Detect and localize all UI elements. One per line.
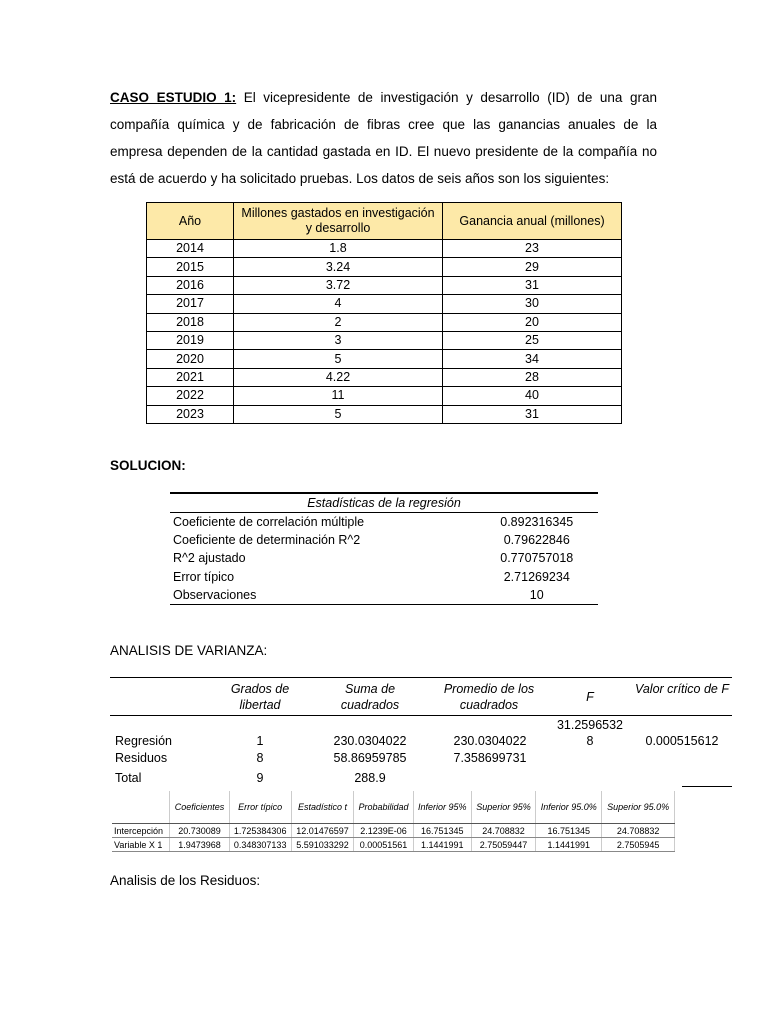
coef-cell: 24.708832	[602, 824, 675, 838]
stats-label: Coeficiente de determinación R^2	[173, 533, 361, 548]
data-cell: 40	[443, 387, 622, 405]
col-profit: Ganancia anual (millones)	[443, 203, 622, 240]
data-cell: 2023	[147, 405, 234, 423]
coef-header: Inferior 95%	[413, 791, 471, 824]
data-row	[147, 313, 622, 331]
data-cell: 4	[234, 295, 443, 313]
coef-row	[112, 824, 675, 838]
data-cell: 2022	[147, 387, 234, 405]
data-cell: 5	[234, 405, 443, 423]
stats-row	[170, 586, 598, 605]
anova-header-rule	[110, 715, 732, 716]
coef-cell: 12.01476597	[291, 824, 353, 838]
anova-cell: 288.9	[354, 771, 386, 785]
anova-cell: 1	[256, 734, 264, 748]
coef-cell: 0.00051561	[354, 838, 414, 852]
regression-stats-title: Estadísticas de la regresión	[170, 493, 598, 513]
regression-stats-table	[170, 492, 598, 605]
anova-header-f: F	[586, 690, 594, 704]
data-cell: 2020	[147, 350, 234, 368]
coef-cell: Variable X 1	[112, 838, 170, 852]
data-cell: 3	[234, 331, 443, 349]
stats-label: Observaciones	[170, 586, 476, 605]
anova-cell: 0.000515612	[645, 734, 719, 748]
coef-header	[112, 791, 170, 824]
anova-heading: ANALISIS DE VARIANZA:	[110, 643, 268, 658]
data-row	[147, 295, 622, 313]
coef-cell: 1.1441991	[536, 838, 602, 852]
residuals-heading: Analisis de los Residuos:	[110, 873, 261, 888]
data-cell: 3.72	[234, 276, 443, 294]
anova-bottom-rule	[682, 786, 732, 787]
case-study-text: El vicepresidente de investigación y desarrollo (ID) de una gran compañía química y de fabricación de fibras cree que las ganancias anuales de la empresa dependen de la cantidad gastada en ID. El nuevo presidente de la compañía no está de acuerdo y ha solicitado pruebas. Los datos de seis años son los siguientes:	[110, 90, 658, 186]
data-cell: 23	[443, 240, 622, 258]
anova-row-label: Residuos	[115, 751, 168, 765]
data-cell: 30	[443, 295, 622, 313]
coef-cell: Intercepción	[112, 824, 170, 838]
anova-f-value-line2: 8	[586, 734, 594, 748]
coef-header: Error típico	[229, 791, 291, 824]
coef-cell: 2.75059447	[471, 838, 535, 852]
data-cell: 2015	[147, 258, 234, 276]
data-cell: 1.8	[234, 240, 443, 258]
stats-value: 10	[476, 586, 598, 605]
coef-cell: 24.708832	[471, 824, 535, 838]
col-year: Año	[147, 203, 234, 240]
data-row	[147, 276, 622, 294]
coef-cell: 1.9473968	[170, 838, 229, 852]
data-cell: 2	[234, 313, 443, 331]
anova-cell: 8	[256, 751, 264, 765]
data-cell: 2018	[147, 313, 234, 331]
anova-f-value-line1: 31.2596532	[556, 718, 624, 732]
stats-row	[170, 513, 598, 532]
anova-cell: 230.0304022	[453, 734, 527, 748]
coefficients-table	[112, 791, 675, 852]
data-row	[147, 405, 622, 423]
stats-label: R^2 ajustado	[173, 551, 246, 566]
data-row	[147, 387, 622, 405]
data-cell: 28	[443, 368, 622, 386]
coef-cell: 5.591033292	[291, 838, 353, 852]
data-cell: 34	[443, 350, 622, 368]
data-cell: 5	[234, 350, 443, 368]
data-cell: 2016	[147, 276, 234, 294]
stats-row	[170, 549, 598, 567]
anova-row-label: Regresión	[115, 734, 172, 748]
anova-header-vcf: Valor crítico de F	[634, 682, 729, 696]
data-cell: 11	[234, 387, 443, 405]
coef-cell: 16.751345	[536, 824, 602, 838]
coef-cell: 20.730089	[170, 824, 229, 838]
data-row	[147, 258, 622, 276]
anova-header-ss: Suma de cuadrados	[340, 682, 400, 712]
stats-value: 2.71269234	[503, 569, 570, 584]
data-cell: 31	[443, 276, 622, 294]
coef-header: Inferior 95.0%	[536, 791, 602, 824]
coef-cell: 1.1441991	[413, 838, 471, 852]
data-cell: 4.22	[234, 368, 443, 386]
solution-heading: SOLUCION:	[110, 458, 186, 473]
coef-header: Coeficientes	[170, 791, 229, 824]
stats-value: 0.892316345	[500, 515, 574, 530]
stats-row	[170, 531, 598, 549]
anova-header-ms: Promedio de los cuadrados	[443, 682, 535, 712]
anova-row-label: Total	[115, 771, 142, 785]
anova-top-rule	[110, 677, 732, 678]
anova-cell: 9	[256, 771, 264, 785]
coef-header: Superior 95.0%	[602, 791, 675, 824]
data-cell: 29	[443, 258, 622, 276]
data-row	[147, 331, 622, 349]
data-cell: 2014	[147, 240, 234, 258]
coef-cell: 2.1239E-06	[354, 824, 414, 838]
case-study-paragraph	[110, 84, 657, 192]
data-cell: 2017	[147, 295, 234, 313]
coef-header: Superior 95%	[471, 791, 535, 824]
coef-cell: 1.725384306	[229, 824, 291, 838]
data-row	[147, 240, 622, 258]
stats-value: 0.770757018	[500, 551, 574, 566]
stats-label: Coeficiente de correlación múltiple	[173, 515, 365, 530]
stats-value: 0.79622846	[503, 533, 570, 548]
case-study-title: CASO ESTUDIO 1:	[110, 90, 237, 105]
coef-row	[112, 838, 675, 852]
coef-header: Probabilidad	[354, 791, 414, 824]
anova-cell: 230.0304022	[333, 734, 407, 748]
coef-header: Estadístico t	[291, 791, 353, 824]
data-row	[147, 350, 622, 368]
coef-cell: 2.7505945	[602, 838, 675, 852]
data-cell: 3.24	[234, 258, 443, 276]
anova-header-df: Grados de libertad	[230, 682, 290, 712]
col-spending: Millones gastados en investigación y desarrollo	[234, 203, 443, 240]
data-cell: 25	[443, 331, 622, 349]
stats-label: Error típico	[173, 569, 235, 584]
anova-cell: 7.358699731	[453, 751, 527, 765]
coef-cell: 0.348307133	[229, 838, 291, 852]
data-row	[147, 368, 622, 386]
stats-row	[170, 568, 598, 586]
data-cell: 20	[443, 313, 622, 331]
data-cell: 2019	[147, 331, 234, 349]
coef-cell: 16.751345	[413, 824, 471, 838]
data-cell: 31	[443, 405, 622, 423]
anova-cell: 58.86959785	[333, 751, 407, 765]
data-table	[146, 202, 622, 424]
data-cell: 2021	[147, 368, 234, 386]
